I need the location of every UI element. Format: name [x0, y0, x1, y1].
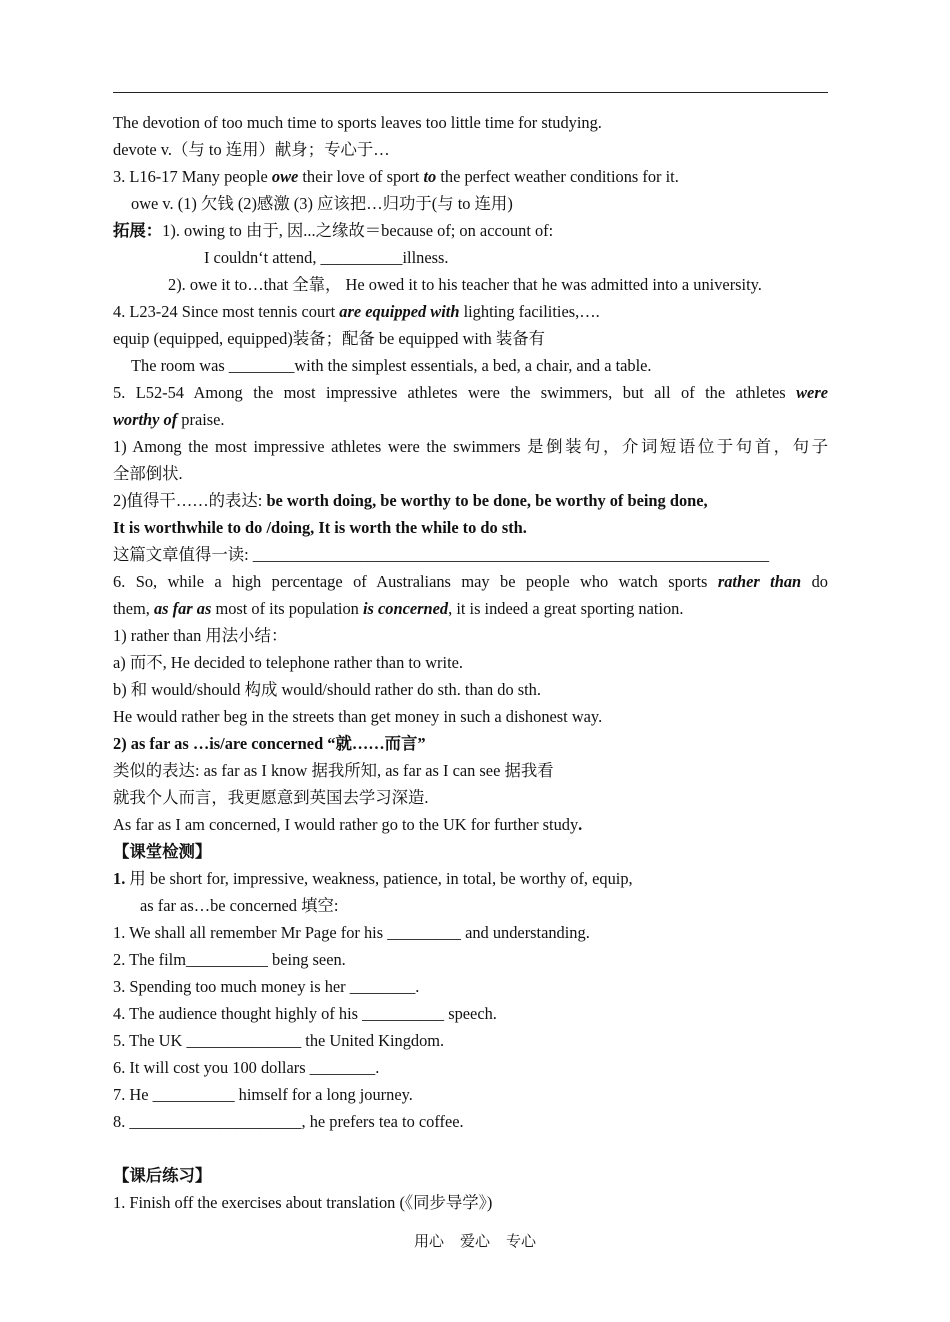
text-line [113, 595, 828, 622]
key-phrase: It is worthwhile to do /doing, It is worth the while to do sth. [113, 518, 527, 537]
blank-line [113, 1135, 828, 1162]
text-line: 2). owe it to…that 全靠， He owed it to his teacher that he was admitted into a university. [168, 275, 762, 294]
key-word: worthy of [113, 410, 178, 429]
section-heading-text: 【课堂检测】 [113, 842, 212, 861]
section-heading-text: 【课后练习】 [113, 1166, 212, 1185]
text-line [113, 487, 828, 514]
text-run: 2)值得干……的表达: [113, 491, 267, 510]
text-run: lighting facilities,…. [459, 302, 600, 321]
section-heading [113, 1162, 828, 1189]
exercise-item: 3. Spending too much money is her ________. [113, 977, 420, 996]
text-run: 5. L52-54 Among the most impressive athletes were the swimmers, but all of the athletes [113, 383, 797, 402]
text-run: them, [113, 599, 154, 618]
footer-word: 用心 [413, 1234, 444, 1250]
text-run: 用 be short for, impressive, weakness, patience, in total, be worthy of, equip, [125, 869, 633, 888]
section-label: 拓展： [113, 221, 163, 240]
key-phrase: are equipped with [339, 302, 460, 321]
key-phrase: is concerned [362, 599, 449, 618]
text-line: 这篇文章值得一读: _______________________________________________________________ [113, 545, 770, 564]
text-line: 1) rather than 用法小结： [113, 626, 288, 645]
text-line [113, 568, 828, 595]
text-line: 全部倒状. [113, 464, 183, 483]
text-line [113, 865, 828, 892]
text-line: The room was ________with the simplest essentials, a bed, a chair, and a table. [131, 356, 652, 375]
text-line [113, 217, 828, 244]
text-run: the perfect weather conditions for it. [436, 167, 679, 186]
document-body [113, 109, 828, 1216]
text-line: devote v.（与 to 连用）献身；专心于… [113, 140, 390, 159]
text-run: 2) [113, 734, 131, 753]
key-phrase: rather than [717, 572, 802, 591]
text-line [113, 379, 828, 406]
text-line [113, 163, 828, 190]
text-run: praise. [177, 410, 225, 429]
text-line: owe v. (1) 欠钱 (2)感激 (3) 应该把…归功于(与 to 连用) [131, 194, 513, 213]
exercise-number: 1. [113, 869, 126, 888]
text-run: their love of sport [298, 167, 424, 186]
text-line: I couldn‘t attend, __________illness. [204, 248, 449, 267]
text-run: 4. L23-24 Since most tennis court [113, 302, 340, 321]
text-run: do [801, 572, 828, 591]
text-line: 类似的表达: as far as I know 据我所知, as far as I can see 据我看 [113, 761, 554, 780]
footer-word: 专心 [506, 1234, 537, 1250]
text-line: as far as…be concerned 填空: [140, 896, 339, 915]
text-line: 1) Among the most impressive athletes were the swimmers 是倒装句，介词短语位于句首，句子 [113, 437, 828, 456]
text-line: 就我个人而言，我更愿意到英国去学习深造. [113, 788, 429, 807]
key-phrase: be worth doing, be worthy to be done, be worthy of being done, [266, 491, 708, 510]
exercise-item: 2. The film__________ being seen. [113, 950, 346, 969]
key-word: were [796, 383, 828, 402]
footer-word: 爱心 [459, 1234, 490, 1250]
section-heading [113, 838, 828, 865]
text-line: b) 和 would/should 构成 would/should rather do sth. than do sth. [113, 680, 541, 699]
exercise-item: 6. It will cost you 100 dollars ________. [113, 1058, 380, 1077]
text-run: As far as I am concerned, I would rather go to the UK for further study [113, 815, 579, 834]
key-word: to [423, 167, 437, 186]
text-run: 1). owing to 由于, 因...之缘故＝because of; on account of: [162, 221, 554, 240]
text-run: , it is indeed a great sporting nation. [448, 599, 684, 618]
text-line: a) 而不, He decided to telephone rather than to write. [113, 653, 463, 672]
text-line [113, 298, 828, 325]
text-run: 6. So, while a high percentage of Australians may be people who watch sports [113, 572, 718, 591]
key-word: owe [271, 167, 299, 186]
text-run: . [578, 815, 583, 834]
key-phrase: as far as …is/are concerned “就……而言” [130, 734, 426, 753]
text-line: He would rather beg in the streets than get money in such a dishonest way. [113, 707, 603, 726]
text-line [113, 514, 828, 541]
exercise-item: 8. _____________________, he prefers tea to coffee. [113, 1112, 464, 1131]
text-line: The devotion of too much time to sports leaves too little time for studying. [113, 113, 602, 132]
exercise-item: 1. We shall all remember Mr Page for his _________ and understanding. [113, 923, 590, 942]
text-line: equip (equipped, equipped)装备；配备 be equipped with 装备有 [113, 329, 545, 348]
exercise-item: 7. He __________ himself for a long journey. [113, 1085, 413, 1104]
text-run: most of its population [211, 599, 363, 618]
page-footer [0, 1230, 950, 1251]
exercise-item: 5. The UK ______________ the United Kingdom. [113, 1031, 445, 1050]
header-rule [113, 92, 828, 93]
exercise-item: 4. The audience thought highly of his __________ speech. [113, 1004, 497, 1023]
text-line [113, 730, 828, 757]
key-phrase: as far as [153, 599, 212, 618]
text-line [113, 811, 828, 838]
text-run: 3. L16-17 Many people [113, 167, 272, 186]
text-line: 1. Finish off the exercises about translation (《同步导学》) [113, 1193, 493, 1212]
text-line [113, 406, 828, 433]
